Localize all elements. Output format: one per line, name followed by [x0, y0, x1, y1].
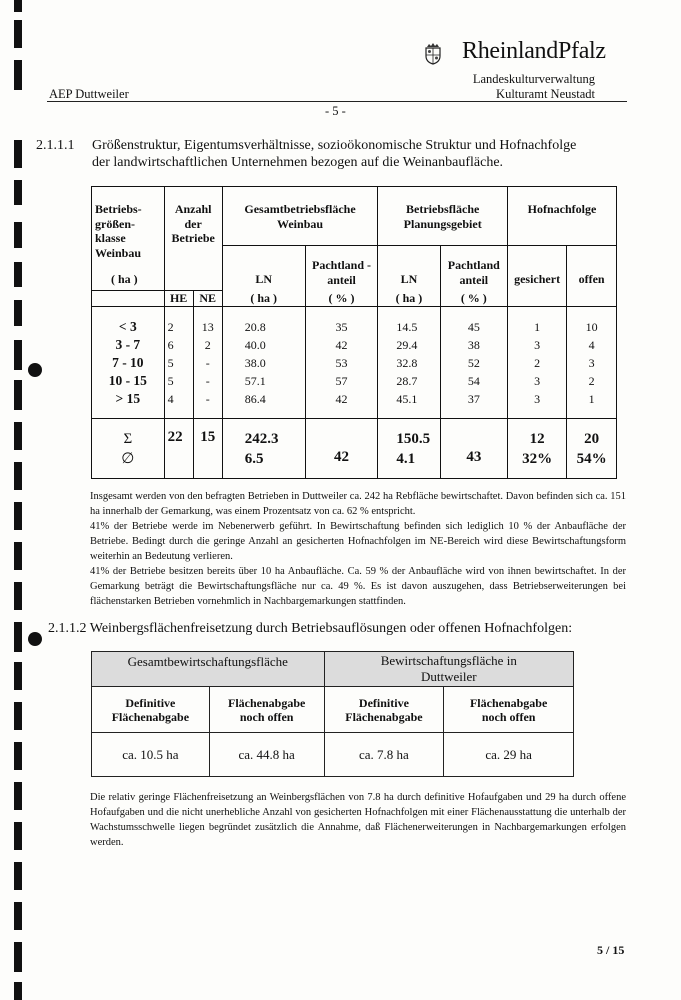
table-data-row [92, 307, 617, 419]
binder-mark [14, 222, 22, 248]
binder-mark [14, 140, 22, 168]
punch-hole [28, 632, 42, 646]
structure-table [91, 186, 617, 479]
section-heading [36, 137, 576, 171]
binder-mark [14, 20, 22, 48]
binder-mark [14, 340, 22, 370]
analysis-text [90, 489, 626, 609]
paragraph: Insgesamt werden von den befragten Betrieben in Duttweiler ca. 242 ha Rebfläche bewirtschaftet. Davon befinden sich ca. 151 ha innerhalb der Gemarkung, was einem Prozentsatz von ca. 62 % entspricht. [90, 491, 626, 517]
ln-header: LN [378, 246, 440, 291]
binder-mark [14, 502, 22, 530]
binder-mark [14, 902, 22, 930]
unit-label: ( ha ) [378, 291, 440, 307]
total-area-header: Gesamtbetriebsfläche Weinbau [222, 187, 378, 246]
succession-header: Hofnachfolge [508, 187, 617, 246]
ln-planning-sum: 150.5 4.1 [378, 419, 440, 479]
lease-total-column: 35 42 53 57 42 [305, 307, 378, 419]
he-header: HE [164, 291, 193, 307]
he-total: 22 [164, 419, 193, 479]
secured-total: 12 32% [508, 419, 567, 479]
ln-total-sum: 242.3 6.5 [222, 419, 305, 479]
page-marker: - 5 - [325, 104, 346, 118]
binder-mark [14, 622, 22, 652]
unit-label: ( % ) [305, 291, 378, 307]
conclusion-text [90, 790, 626, 850]
binder-mark [14, 262, 22, 287]
open-release-header: Flächenabgabe noch offen [209, 687, 324, 733]
office-name: Kulturamt Neustadt [496, 87, 595, 101]
lease-total-avg: 42 [305, 419, 378, 479]
section-number: 2.1.1.1 [36, 138, 75, 153]
section-heading: 2.1.1.2 Weinbergsflächenfreisetzung durch Betriebsauflösungen oder offenen Hofnachfolgen: [48, 621, 573, 636]
binder-mark [14, 180, 22, 205]
secured-column: 1 3 2 3 3 [508, 307, 567, 419]
header-rule [47, 101, 627, 102]
ln-planning-column: 14.5 29.4 32.8 28.7 45.1 [378, 307, 440, 419]
binder-mark [14, 782, 22, 810]
binder-mark [14, 942, 22, 972]
ne-column: 13 2 - - - [193, 307, 222, 419]
binder-mark [14, 702, 22, 730]
open-column: 10 4 3 2 1 [567, 307, 617, 419]
definitive-release-header: Definitive Flächenabgabe [324, 687, 444, 733]
unit-label: ( ha ) [222, 291, 305, 307]
open-header: offen [567, 246, 617, 307]
table-cell: ca. 29 ha [444, 733, 574, 777]
class-column: < 3 3 - 7 7 - 10 10 - 15 > 15 [92, 307, 165, 419]
paragraph: 41% der Betriebe besitzen bereits über 10 ha Anbaufläche. Ca. 59 % der Anbaufläche wird von ihnen bewirtschaftet. In der Gemarkung beträgt die Bewirtschaftungsfläche nur ca. 49 %. Es ist davon auszugehen, dass Betriebserweiterungen bei flächenstarken Betrieben vornehmlich in Nachbargemarkungen stattfinden. [90, 566, 626, 607]
lease-share-header: Pachtland - anteil [305, 246, 378, 291]
table-subheader-row [92, 687, 574, 733]
agency-name: Landeskulturverwaltung [472, 72, 595, 86]
table-cell: ca. 44.8 ha [209, 733, 324, 777]
page-counter: 5 / 15 [597, 943, 625, 957]
binder-mark [14, 742, 22, 770]
binder-mark [14, 822, 22, 850]
section-title-line: Größenstruktur, Eigentumsverhältnisse, sozioökonomische Struktur und Hofnachfolge [92, 138, 577, 153]
binder-mark [14, 300, 22, 326]
agency-block [473, 72, 595, 102]
total-area-header: Gesamtbewirtschaftungsfläche [92, 652, 325, 687]
binder-mark [14, 982, 22, 1000]
coat-of-arms-icon [425, 43, 441, 65]
table-header-row [92, 187, 617, 246]
ne-total: 15 [193, 419, 222, 479]
table-cell: ca. 7.8 ha [324, 733, 444, 777]
lease-share-header: Pachtland anteil [440, 246, 507, 291]
release-table [91, 651, 574, 777]
section-title-line: der landwirtschaftlichen Unternehmen bezogen auf die Weinanbaufläche. [92, 155, 504, 170]
he-column: 2 6 5 5 4 [164, 307, 193, 419]
table-cell: ca. 10.5 ha [92, 733, 210, 777]
binder-mark [14, 582, 22, 610]
open-release-header: Flächenabgabe noch offen [444, 687, 574, 733]
binder-mark [14, 422, 22, 450]
ln-total-column: 20.8 40.0 38.0 57.1 86.4 [222, 307, 305, 419]
punch-hole [28, 363, 42, 377]
binder-mark [14, 862, 22, 890]
lease-planning-avg: 43 [440, 419, 507, 479]
open-total: 20 54% [567, 419, 617, 479]
ln-header: LN [222, 246, 305, 291]
document-title: AEP Duttweiler [49, 87, 129, 101]
binder-mark [14, 462, 22, 490]
paragraph: 41% der Betriebe werde im Nebenerwerb geführt. In Bewirtschaftung befinden sich lediglich 10 % der Anbaufläche der Betriebe. Bedingt durch die geringe Anzahl an gesicherten Hofnachfolgen im NE-Bereich wird diese Bewirtschaftungsform weiterhin an Bedeutung verlieren. [90, 521, 626, 562]
unit-label: ( % ) [440, 291, 507, 307]
table-total-row [92, 419, 617, 479]
secured-header: gesichert [508, 246, 567, 307]
binder-mark [14, 60, 22, 90]
sum-avg-symbols: Σ ∅ [92, 419, 165, 479]
duttweiler-area-header: Bewirtschaftungsfläche in Duttweiler [324, 652, 573, 687]
planning-area-header: Betriebsfläche Planungsgebiet [378, 187, 508, 246]
lease-planning-column: 45 38 52 54 37 [440, 307, 507, 419]
state-logo: RheinlandPfalz [462, 38, 606, 64]
binder-mark [14, 380, 22, 410]
binder-mark [14, 542, 22, 570]
definitive-release-header: Definitive Flächenabgabe [92, 687, 210, 733]
table-header-row [92, 652, 574, 687]
table-data-row [92, 733, 574, 777]
class-header: Betriebs- größen- klasse Weinbau ( ha ) [92, 187, 165, 291]
count-header: Anzahl der Betriebe [164, 187, 222, 291]
binder-mark [14, 662, 22, 690]
ne-header: NE [193, 291, 222, 307]
binder-mark [14, 0, 22, 12]
paragraph: Die relativ geringe Flächenfreisetzung an Weinbergsflächen von 7.8 ha durch definitive Hofaufgaben und 29 ha durch offene Hofaufgaben und die nicht unerhebliche Anzahl von gesicherten Hofnachfolgen mit einer Flächenausstattung die unterhalb der Wachstumsschwelle liegen begründet zusätzlich die Annahme, daß Flächenerweiterungen in Nachbargemarkungen erfolgen werden. [90, 792, 626, 848]
